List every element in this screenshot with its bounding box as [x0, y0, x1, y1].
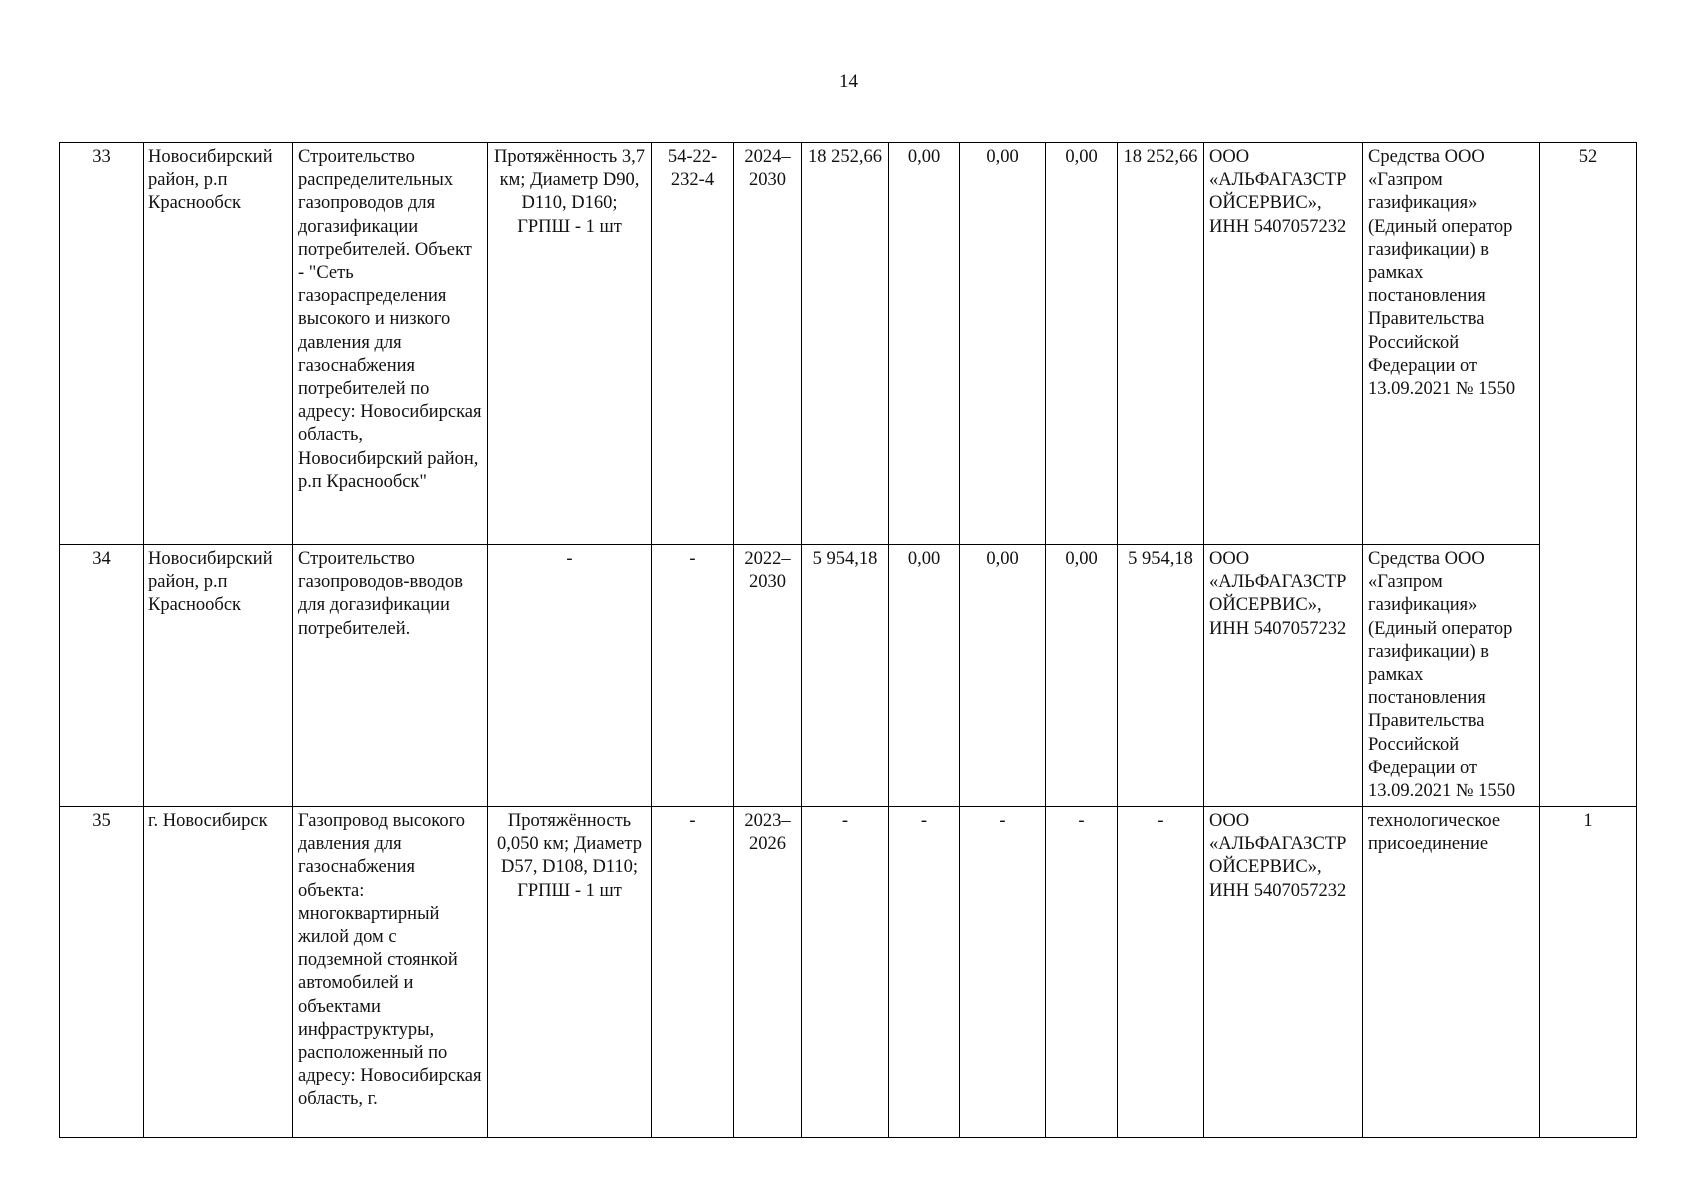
cell-value-4: 5 954,18	[1118, 545, 1204, 807]
cell-funding-source: Средства ООО «Газпром газификация» (Единый оператор газификации) в рамках постановления Правительства Российской Федерации от 13.09.2021 № 1550	[1363, 143, 1540, 545]
table-row	[60, 545, 1637, 807]
cell-number: 33	[60, 143, 144, 545]
cell-total: -	[802, 807, 889, 1138]
cell-value-4: 18 252,66	[1118, 143, 1204, 545]
cell-total: 18 252,66	[802, 143, 889, 545]
cell-code: -	[652, 807, 734, 1138]
cell-years: 2022–2030	[734, 545, 802, 807]
cell-value-3: -	[1046, 807, 1118, 1138]
cell-funding-source: Средства ООО «Газпром газификация» (Единый оператор газификации) в рамках постановления Правительства Российской Федерации от 13.09.2021 № 1550	[1363, 545, 1540, 807]
cell-value-3: 0,00	[1046, 143, 1118, 545]
cell-code: 54-22-232-4	[652, 143, 734, 545]
cell-organization: ООО «АЛЬФАГАЗСТРОЙСЕРВИС», ИНН 5407057232	[1204, 807, 1363, 1138]
cell-location: Новосибирский район, р.п Краснообск	[144, 143, 293, 545]
cell-number: 34	[60, 545, 144, 807]
cell-description: Строительство газопроводов-вводов для догазификации потребителей.	[293, 545, 488, 807]
cell-value-2: -	[960, 807, 1046, 1138]
cell-value-2: 0,00	[960, 143, 1046, 545]
cell-value-1: 0,00	[889, 143, 960, 545]
cell-total: 5 954,18	[802, 545, 889, 807]
cell-parameters: Протяжённость 0,050 км; Диаметр D57, D108, D110; ГРПШ - 1 шт	[488, 807, 652, 1138]
cell-organization: ООО «АЛЬФАГАЗСТРОЙСЕРВИС», ИНН 5407057232	[1204, 545, 1363, 807]
cell-number: 35	[60, 807, 144, 1138]
page-number: 14	[839, 71, 858, 92]
investment-program-table	[59, 142, 1637, 1138]
cell-years: 2024–2030	[734, 143, 802, 545]
table-row	[60, 807, 1637, 1138]
cell-count: 52	[1540, 143, 1637, 807]
cell-value-2: 0,00	[960, 545, 1046, 807]
cell-location: г. Новосибирск	[144, 807, 293, 1138]
cell-funding-source: технологическое присоединение	[1363, 807, 1540, 1138]
cell-value-4: -	[1118, 807, 1204, 1138]
table-row	[60, 143, 1637, 545]
cell-count: 1	[1540, 807, 1637, 1138]
cell-parameters: Протяжённость 3,7 км; Диаметр D90, D110, D160; ГРПШ - 1 шт	[488, 143, 652, 545]
cell-location: Новосибирский район, р.п Краснообск	[144, 545, 293, 807]
cell-years: 2023–2026	[734, 807, 802, 1138]
cell-value-1: 0,00	[889, 545, 960, 807]
cell-value-1: -	[889, 807, 960, 1138]
cell-code: -	[652, 545, 734, 807]
cell-organization: ООО «АЛЬФАГАЗСТРОЙСЕРВИС», ИНН 5407057232	[1204, 143, 1363, 545]
cell-description: Газопровод высокого давления для газоснабжения объекта: многоквартирный жилой дом с подземной стоянкой автомобилей и объектами инфраструктуры, расположенный по адресу: Новосибирская область, г.	[293, 807, 488, 1138]
cell-value-3: 0,00	[1046, 545, 1118, 807]
cell-description: Строительство распределительных газопроводов для догазификации потребителей. Объект - "Сеть газораспределения высокого и низкого давления для газоснабжения потребителей по адресу: Новосибирская область, Новосибирский район, р.п Краснообск"	[293, 143, 488, 545]
cell-parameters: -	[488, 545, 652, 807]
